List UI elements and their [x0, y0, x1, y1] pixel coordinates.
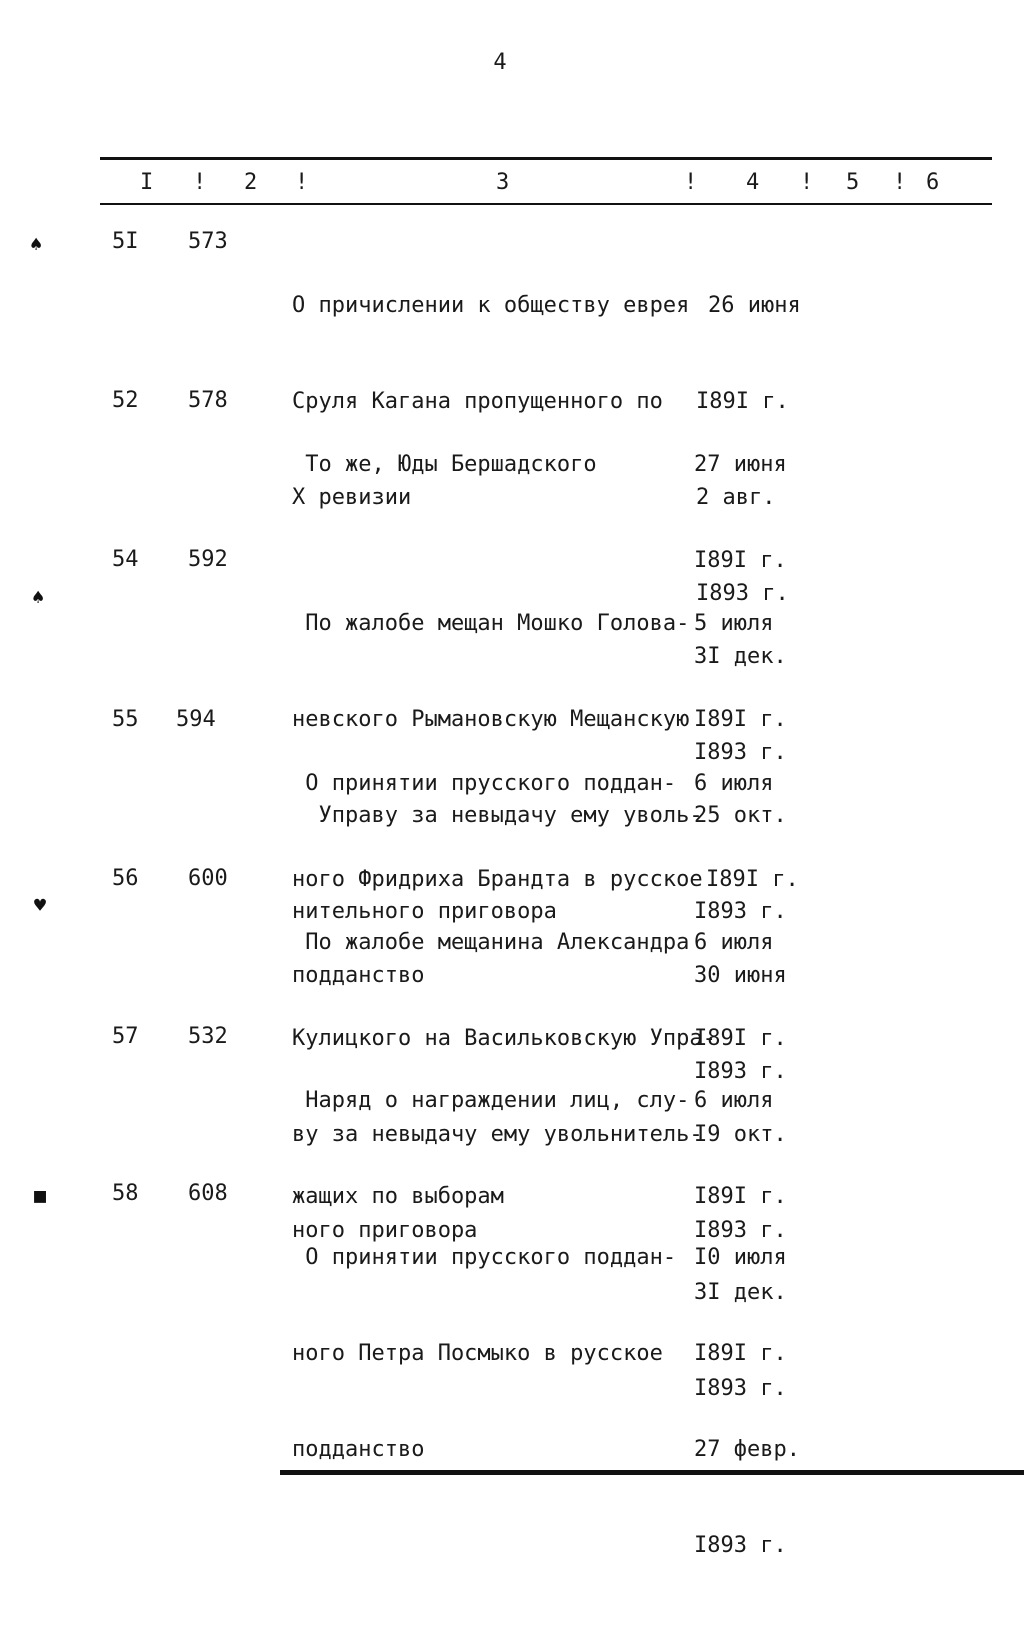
file-number: 594	[176, 707, 216, 732]
header-col-5: 5	[846, 170, 860, 195]
case-dates: I0 июля I89I г. 27 февр. I893 г.	[694, 1245, 800, 1558]
file-number: 578	[188, 388, 228, 413]
header-col-3: 3	[496, 170, 510, 195]
header-separator: !	[295, 170, 309, 195]
row-number: 55	[112, 707, 139, 732]
case-dates: 26 июня I89I г. 2 авг. I893 г.	[696, 293, 801, 606]
row-number: 52	[112, 388, 139, 413]
file-number: 608	[188, 1181, 228, 1206]
margin-mark-icon: ♠	[30, 232, 43, 256]
header-col-6: 6	[926, 170, 940, 195]
page-number: 4	[493, 50, 507, 75]
header-col-1: I	[140, 170, 154, 195]
file-number: 573	[188, 229, 228, 254]
row-number: 56	[112, 866, 139, 891]
header-separator: !	[893, 170, 907, 195]
row-number: 5I	[112, 229, 139, 254]
header-separator: !	[800, 170, 814, 195]
header-bottom-rule	[100, 203, 992, 205]
margin-mark-icon: ■	[34, 1183, 47, 1207]
case-dates: 6 июля I89I г. I9 окт. I893 г.	[694, 930, 787, 1243]
page-bottom-edge	[280, 1470, 1024, 1475]
row-number: 57	[112, 1024, 139, 1049]
case-title: По жалобе мещанина Александра Кулицкого на Васильковскую Упра- ву за невыдачу ему увольнитель- ного приговора	[292, 930, 716, 1243]
case-title: Наряд о награждении лиц, слу- жащих по выборам	[292, 1088, 690, 1209]
case-dates: 27 июня I89I г. 3I дек. I893 г.	[694, 452, 787, 765]
case-dates: 6 июля I89I г. 3I дек. I893 г.	[694, 1088, 787, 1401]
case-title: По жалобе мещан Мошко Голова- невского Рымановскую Мещанскую Управу за невыдачу ему уволь- нительного приговора	[292, 611, 703, 924]
header-separator: !	[684, 170, 698, 195]
header-separator: !	[193, 170, 207, 195]
file-number: 592	[188, 547, 228, 572]
header-col-4: 4	[746, 170, 760, 195]
header-top-rule	[100, 157, 992, 160]
header-col-2: 2	[244, 170, 258, 195]
margin-mark-icon: ♥	[34, 893, 47, 917]
case-title: О принятии прусского поддан- ного Петра Посмыко в русское подданство	[292, 1245, 677, 1462]
case-title: О причислении к обществу еврея Сруля Кагана пропущенного по Х ревизии	[292, 293, 690, 510]
case-dates: 5 июля I89I г. 25 окт. I893 г.	[694, 611, 787, 924]
case-title: О принятии прусского поддан- ного Фридриха Брандта в русское подданство	[292, 771, 703, 988]
margin-mark-icon: ♠	[32, 585, 45, 609]
file-number: 600	[188, 866, 228, 891]
case-title: То же, Юды Бершадского	[292, 452, 597, 477]
row-number: 54	[112, 547, 139, 572]
case-dates: 6 июля I89I г. 30 июня I893 г.	[694, 771, 799, 1084]
file-number: 532	[188, 1024, 228, 1049]
row-number: 58	[112, 1181, 139, 1206]
